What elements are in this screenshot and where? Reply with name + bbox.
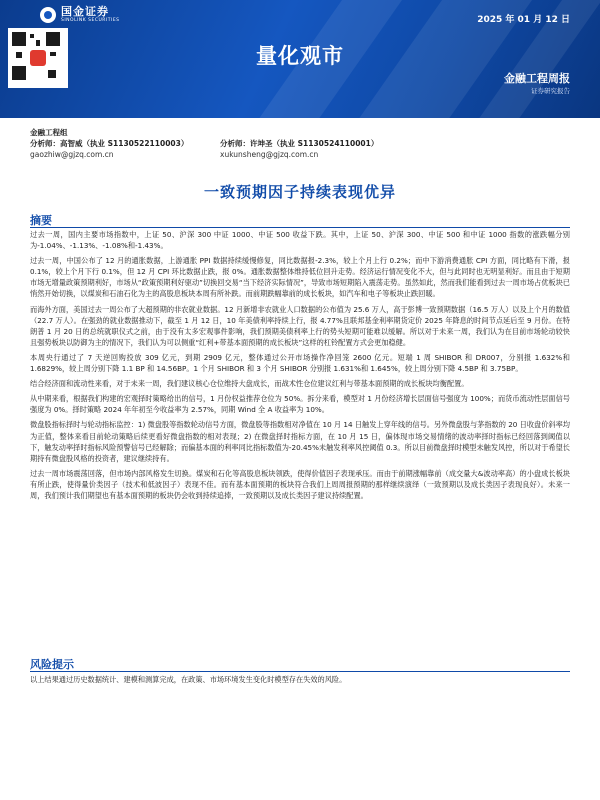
- summary-para-7: 微盘股指标择时与轮动指标监控：1) 微盘股等指数轮动信号方面，微盘股等指数相对净值在 10 月 14 日触发上穿年线的信号。另外微盘股与茅指数的 20 日收盘价斜率均为正值，整体来看目前轮动策略后续更看好微盘指数的相对表现；2) 在微盘择时指标方面，在 10 月 15 日，偏体现市场交易情绪的波动率择时指标已经回落到阈值以下，触发动率择时指标风险预警信号已经解除；而偏基本面的利率同比指标数值为-20.45%未触发利率风控阈值 0.3。所以目前微盘择时模型未触发风控，所以对于希望长期持有微盘股风格的投资者，建议继续持有。: [30, 420, 570, 463]
- summary-divider: [30, 227, 570, 228]
- header-banner: [0, 0, 600, 118]
- summary-para-8: 过去一周市场震荡回落，但市场内部风格发生切换。煤炭和石化等高股息板块领跌，使得价值因子表现承压。而由于前期涨幅靠前（成交量大&波动率高）的小盘成长板块有所止跌，使得量价类因子（技术和低波因子）表现不佳。而有基本面预期的板块符合我们上周周报预期的那样继续演绎（一致预期以及成长类因子表现良好）。未来一周，我们预计我们期望也有基本面预期的板块仍会收到持续追捧，一致预期以及成长类因子建议持续配置。: [30, 468, 570, 500]
- risk-para-1: 以上结果通过历史数据统计、建模和测算完成，在政策、市场环境发生变化时模型存在失效的风险。: [30, 675, 347, 684]
- team-name: 金融工程组: [30, 128, 68, 137]
- summary-para-1: 过去一周，国内主要市场指数中，上证 50、沪深 300 中证 1000、中证 500 收益下跌。其中，上证 50、沪深 300、中证 500 和中证 1000 指数的涨跌幅分别为-1.04%、-1.13%、-1.08%和-1.43%。: [30, 230, 570, 251]
- summary-para-6: 从中期来看，根据我们构建的宏观择时策略给出的信号，1 月份权益推荐仓位为 50%。拆分来看，模型对 1 月份经济增长层面信号强度为 100%；而货币流动性层面信号强度为 0%。择时策略 2024 年年初至今收益率为 2.57%，同期 Wind 全 A 收益率为 10%。: [30, 394, 570, 415]
- analyst-2-line: 分析师：许坤圣（执业 S1130524110001）: [220, 139, 379, 148]
- summary-heading: 摘要: [30, 214, 52, 227]
- qr-code-icon: [8, 28, 68, 88]
- summary-para-4: 本周央行通过了 7 天逆回购投放 309 亿元，到期 2909 亿元，整体通过公开市场操作净回笼 2600 亿元。短端 1 周 SHIBOR 和 DR007，分别报 1.632%和 1.6829%，较上周分别下降 1.1 BP 和 14.56BP。1 个月 SHIBOR 和 3 个月 SHIBOR 分别报 1.631%和 1.645%，较上周分别下降 4.5BP 和 3.75BP。: [30, 352, 570, 374]
- risk-body: [30, 674, 570, 689]
- logo-name-cn: 国金证券: [61, 5, 109, 18]
- analyst-info: [30, 127, 570, 160]
- logo-name-en: SINOLINK SECURITIES: [61, 18, 120, 23]
- analyst-1-line: 分析师：高智威（执业 S1130522110003）: [30, 139, 189, 148]
- report-date: 2025 年 01 月 12 日: [477, 15, 570, 25]
- summary-para-2: 过去一周，中国公布了 12 月的通胀数据，上游通胀 PPI 数据持续缓慢修复，同比数据报-2.3%，较上个月上行 0.2%；而中下游消费通胀 CPI 方面，同比略有下滑，报 0.1%，较上个月下行 0.1%，但 12 月 CPI 环比数据止跌，报 0%。通胀数据整体维持低位回升走势。经济运行情况变化不大，但与此同时也无明显利好。而且由于短期市场无增量政策预期利好，市场从“政策预期利好驱动”切换回交易“当下经济实际情况”，导致市场短期陷入震荡走势。虽然如此，然而我们能看到过去一周市场占优板块已悄然开始切换，以煤炭和石油石化为主的高股息板块本周有所补跌。而前期跌幅靠前的成长板块，如汽车和电子等板块止跌回暖。: [30, 256, 570, 299]
- logo-icon: [40, 7, 56, 23]
- summary-body: [30, 229, 570, 505]
- analyst-1-email[interactable]: gaozhiw@gjzq.com.cn: [30, 150, 114, 159]
- analyst-1: [30, 138, 220, 160]
- summary-para-3: 而海外方面，美国过去一周公布了大超预期的非农就业数据。12 月新增非农就业人口数据的公布值为 25.6 万人，高于彭博一致预期数据（16.5 万人）以及上个月的数值（22.7 万人）。在强劲的就业数据推动下，截至 1 月 12 日，10 年美债利率持续上行，报 4.77%且联邦基金利率期货定价 2025 年降息的时间节点延后至 9 月份。在特朗普 1 月 20 日的总统就职仪式之前，由于没有太多宏观事件影响，我们预期美债利率上行的势头短期可能难以缓解。所以对于未来一周，我们认为在目前市场轮动较快且强势板块以防御为主的情况下，我们认为可以侧重“红利+带基本面预期的成长板块”这样的杠铃配置方式会更加稳健。: [30, 304, 570, 347]
- analyst-2-email[interactable]: xukunsheng@gjzq.com.cn: [220, 150, 319, 159]
- company-logo: [40, 6, 120, 24]
- risk-heading: 风险提示: [30, 658, 74, 671]
- report-title: 一致预期因子持续表现优异: [203, 183, 396, 201]
- report-category: 证券研究报告: [531, 87, 570, 95]
- report-type: 金融工程周报: [504, 72, 570, 85]
- report-series-title: 量化观市: [256, 44, 344, 68]
- analyst-2: [220, 138, 440, 160]
- risk-divider: [30, 671, 570, 672]
- summary-para-5: 结合经济面和流动性来看，对于未来一周，我们建议核心仓位维持大盘成长，而战术性仓位建议红利与带基本面预期的成长板块均衡配置。: [30, 379, 469, 389]
